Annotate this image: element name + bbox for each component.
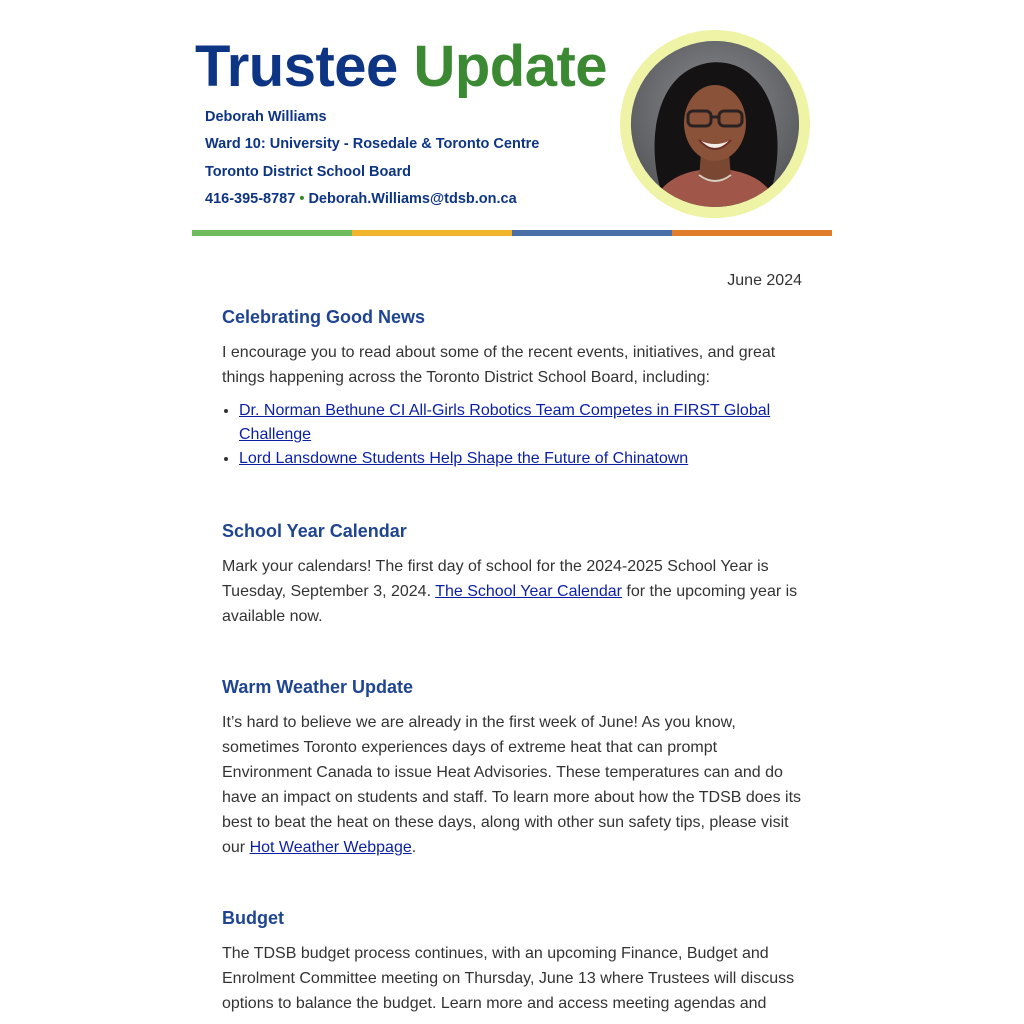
hot-weather-webpage-link[interactable]: Hot Weather Webpage xyxy=(249,839,412,856)
section-warm-weather xyxy=(222,673,802,904)
contact-line xyxy=(205,186,539,213)
school-board-name: Toronto District School Board xyxy=(205,163,411,180)
issue-date: June 2024 xyxy=(727,272,802,289)
section-heading: Budget xyxy=(222,908,284,928)
title-trustee: Trustee xyxy=(195,34,398,99)
phone-number: 416-395-8787 xyxy=(205,190,296,207)
section-good-news xyxy=(222,303,802,517)
color-bar-blue xyxy=(512,230,672,236)
color-bar-yellow xyxy=(352,230,512,236)
section-budget xyxy=(222,904,802,1016)
section-paragraph xyxy=(222,554,802,629)
newsletter-content xyxy=(222,303,802,1016)
paragraph-text: It’s hard to believe we are already in the first week of June! As you know, sometimes Toronto experiences days of extreme heat that can prompt Environment Canada to issue Heat Advisories. These temperatures can and do have an impact on students and staff. To learn more about how the TDSB does its best to beat the heat on these days, along with other sun safety tips, please visit our xyxy=(222,714,802,856)
trustee-ward: Ward 10: University - Rosedale & Toronto Centre xyxy=(205,136,540,153)
school-year-calendar-link[interactable]: The School Year Calendar xyxy=(435,583,622,600)
robotics-team-link[interactable]: Dr. Norman Bethune CI All-Girls Robotics Team Competes in FIRST Global Challenge xyxy=(239,402,771,443)
separator-dot: • xyxy=(299,190,305,207)
trustee-photo-frame xyxy=(620,30,810,218)
list-item xyxy=(239,399,802,447)
section-paragraph: I encourage you to read about some of the recent events, initiatives, and great things happening across the Toronto District School Board, including: xyxy=(222,344,776,386)
paragraph-text: for the upcoming year is available now. xyxy=(222,583,798,625)
section-paragraph: The TDSB budget process continues, with an upcoming Finance, Budget and Enrolment Committee meeting on Thursday, June 13 where Trustees will discuss options to balance the budget. Learn more and access meeting agendas and xyxy=(222,945,795,1012)
paragraph-text: . xyxy=(411,839,417,856)
section-heading: School Year Calendar xyxy=(222,521,407,541)
trustee-contact-info xyxy=(205,104,539,213)
email-address: Deborah.Williams@tdsb.on.ca xyxy=(308,190,517,207)
chinatown-link[interactable]: Lord Lansdowne Students Help Shape the Future of Chinatown xyxy=(239,450,689,467)
paragraph-text: Mark your calendars! The first day of school for the 2024-2025 School Year is Tuesday, September 3, 2024. xyxy=(222,558,769,600)
trustee-photo xyxy=(631,41,799,207)
color-bar-green xyxy=(192,230,352,236)
section-paragraph xyxy=(222,710,802,860)
section-heading: Warm Weather Update xyxy=(222,677,414,697)
newsletter-title xyxy=(195,34,607,100)
section-school-year-calendar xyxy=(222,517,802,673)
title-update: Update xyxy=(413,34,608,99)
color-bar-orange xyxy=(672,230,832,236)
list-item xyxy=(239,447,802,471)
header-color-bar xyxy=(192,230,832,236)
newsletter-header xyxy=(192,0,832,236)
section-heading: Celebrating Good News xyxy=(222,307,426,327)
news-link-list xyxy=(222,399,802,471)
trustee-name: Deborah Williams xyxy=(205,109,327,125)
